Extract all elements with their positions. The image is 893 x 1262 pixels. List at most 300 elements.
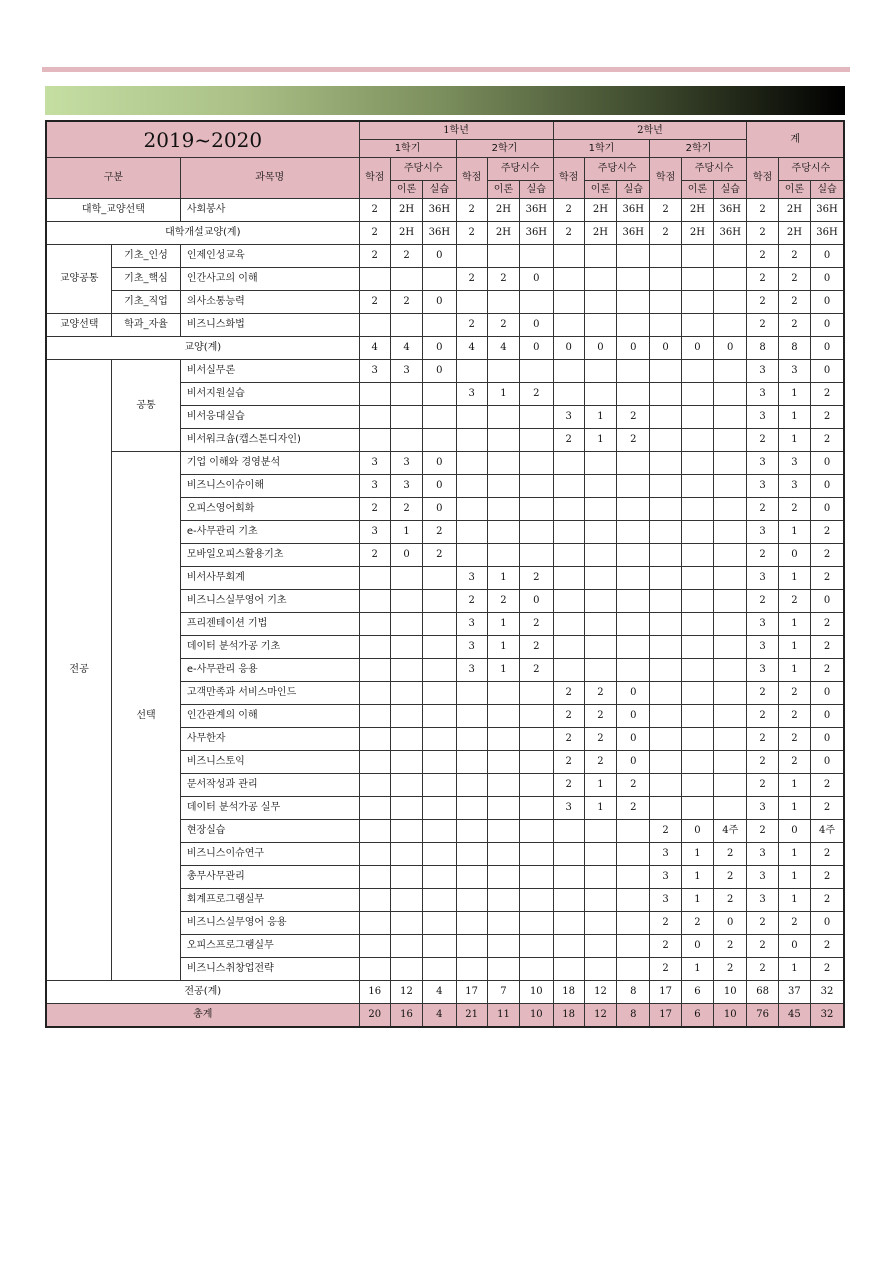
value-cell: 1 [584,429,616,452]
value-cell: 1 [778,567,810,590]
subject-name: 비서지원실습 [180,383,359,406]
value-cell: 1 [584,406,616,429]
value-cell [456,889,487,912]
value-cell [423,659,456,682]
value-cell [617,935,650,958]
value-cell: 2 [553,222,584,245]
value-cell [714,429,747,452]
value-cell: 3 [359,475,390,498]
value-cell: 17 [650,1004,681,1028]
value-cell: 3 [650,889,681,912]
value-cell: 0 [811,360,844,383]
value-cell: 2 [714,843,747,866]
value-cell [617,360,650,383]
value-cell [487,935,519,958]
value-cell [617,567,650,590]
value-cell [553,314,584,337]
value-cell: 0 [617,682,650,705]
value-cell: 0 [681,935,713,958]
table-row [46,452,844,475]
value-cell [487,498,519,521]
value-cell [617,659,650,682]
value-cell: 16 [390,1004,422,1028]
subject-name: 비서사무회계 [180,567,359,590]
value-cell [681,590,713,613]
value-cell [359,889,390,912]
value-cell: 36H [617,222,650,245]
value-cell: 1 [681,889,713,912]
value-cell [520,728,553,751]
value-cell: 1 [584,797,616,820]
value-cell [423,935,456,958]
value-cell [553,521,584,544]
value-cell [714,659,747,682]
value-cell [456,912,487,935]
value-cell [456,866,487,889]
value-cell [487,866,519,889]
value-cell [456,797,487,820]
value-cell: 2 [359,222,390,245]
table-row [46,360,844,383]
value-cell [520,820,553,843]
top-divider-line [42,67,850,72]
value-cell: 0 [811,291,844,314]
value-cell [487,774,519,797]
value-cell: 0 [617,751,650,774]
value-cell: 2 [747,820,778,843]
value-cell [584,521,616,544]
header-year1: 1학년 [359,121,553,140]
value-cell [423,843,456,866]
value-cell: 0 [520,590,553,613]
value-cell: 2 [778,728,810,751]
value-cell: 2 [359,291,390,314]
value-cell: 2 [811,636,844,659]
value-cell [423,268,456,291]
value-cell [681,567,713,590]
value-cell [487,889,519,912]
value-cell [390,406,422,429]
value-cell: 2 [747,199,778,222]
subject-name: 데이터 분석가공 실무 [180,797,359,820]
value-cell: 3 [747,613,778,636]
value-cell [584,475,616,498]
value-cell: 68 [747,981,778,1004]
value-cell: 2 [584,682,616,705]
value-cell [553,935,584,958]
value-cell: 1 [487,613,519,636]
value-cell [714,636,747,659]
value-cell: 2 [714,958,747,981]
value-cell [487,751,519,774]
value-cell: 2 [811,797,844,820]
value-cell: 2 [811,774,844,797]
value-cell: 2 [390,498,422,521]
subject-name: 고객만족과 서비스마인드 [180,682,359,705]
value-cell: 0 [520,337,553,360]
value-cell: 0 [617,705,650,728]
value-cell: 2 [359,199,390,222]
value-cell [553,360,584,383]
value-cell: 3 [390,452,422,475]
value-cell: 2 [714,889,747,912]
value-cell [714,774,747,797]
value-cell [553,544,584,567]
value-cell [423,429,456,452]
value-cell [584,245,616,268]
value-cell [650,636,681,659]
sub-group-basic-char: 기초_인성 [112,245,181,268]
value-cell: 2 [423,521,456,544]
value-cell [584,452,616,475]
value-cell [553,590,584,613]
value-cell [617,521,650,544]
value-cell [681,452,713,475]
value-cell: 45 [778,1004,810,1028]
value-cell [681,613,713,636]
value-cell [487,452,519,475]
value-cell [456,360,487,383]
value-cell: 2 [650,912,681,935]
gen-subtotal-label: 교양(계) [46,337,359,360]
value-cell [553,912,584,935]
value-cell [456,429,487,452]
value-cell: 2 [487,590,519,613]
table-row [46,222,844,245]
value-cell: 0 [423,452,456,475]
value-cell: 2 [747,774,778,797]
value-cell: 3 [747,797,778,820]
value-cell: 0 [811,337,844,360]
value-cell: 0 [681,337,713,360]
value-cell [390,659,422,682]
value-cell: 2 [747,498,778,521]
value-cell [681,245,713,268]
value-cell: 2 [553,728,584,751]
value-cell [456,452,487,475]
value-cell: 2 [584,728,616,751]
value-cell: 2 [520,636,553,659]
value-cell: 0 [811,912,844,935]
value-cell [456,958,487,981]
value-cell [423,797,456,820]
subject-name: e-사무관리 응용 [180,659,359,682]
value-cell [359,590,390,613]
header-y2-sem1: 1학기 [553,140,650,158]
value-cell [390,383,422,406]
value-cell: 2 [778,751,810,774]
value-cell [553,636,584,659]
value-cell [456,774,487,797]
value-cell [520,843,553,866]
subject-name: 오피스영어회화 [180,498,359,521]
value-cell: 0 [423,291,456,314]
value-cell: 3 [359,521,390,544]
value-cell [487,682,519,705]
value-cell: 2 [747,751,778,774]
value-cell [714,797,747,820]
value-cell: 4 [487,337,519,360]
value-cell: 2 [811,521,844,544]
value-cell: 2 [714,866,747,889]
subject-name: 오피스프로그램실무 [180,935,359,958]
table-row [46,245,844,268]
value-cell [650,590,681,613]
value-cell: 2 [584,705,616,728]
value-cell [650,544,681,567]
value-cell [553,866,584,889]
value-cell [520,245,553,268]
value-cell [423,958,456,981]
value-cell [584,958,616,981]
value-cell [520,498,553,521]
value-cell: 0 [714,337,747,360]
value-cell: 1 [487,567,519,590]
subject-name: 인제인성교육 [180,245,359,268]
header-weekly: 주당시수 [390,158,456,181]
header-practice: 실습 [811,181,844,199]
value-cell: 0 [681,820,713,843]
value-cell [487,843,519,866]
value-cell [650,728,681,751]
value-cell: 18 [553,981,584,1004]
value-cell: 0 [520,314,553,337]
value-cell [359,935,390,958]
value-cell [359,636,390,659]
subject-name: 사무한자 [180,728,359,751]
value-cell [681,383,713,406]
value-cell [456,498,487,521]
value-cell [650,682,681,705]
value-cell [553,475,584,498]
value-cell: 2 [456,268,487,291]
value-cell: 36H [520,222,553,245]
value-cell: 10 [714,981,747,1004]
value-cell: 2 [520,613,553,636]
sub-group-basic-core: 기초_핵심 [112,268,181,291]
value-cell: 2 [423,544,456,567]
value-cell [423,406,456,429]
value-cell: 2 [520,567,553,590]
value-cell: 1 [390,521,422,544]
value-cell [520,291,553,314]
value-cell: 0 [811,475,844,498]
value-cell [456,843,487,866]
value-cell [487,475,519,498]
value-cell: 18 [553,1004,584,1028]
value-cell: 1 [778,383,810,406]
value-cell: 11 [487,1004,519,1028]
value-cell: 32 [811,1004,844,1028]
subject-name: 비즈니스실무영어 기초 [180,590,359,613]
value-cell [617,636,650,659]
value-cell [359,774,390,797]
value-cell [650,429,681,452]
value-cell [617,958,650,981]
value-cell [390,636,422,659]
value-cell: 12 [584,981,616,1004]
value-cell [359,659,390,682]
header-credit: 학점 [747,158,778,199]
value-cell [681,360,713,383]
value-cell [617,912,650,935]
value-cell [487,291,519,314]
value-cell: 1 [778,406,810,429]
value-cell [714,521,747,544]
value-cell [584,590,616,613]
value-cell: 0 [390,544,422,567]
header-practice: 실습 [714,181,747,199]
value-cell: 1 [681,958,713,981]
value-cell [359,866,390,889]
value-cell: 0 [811,728,844,751]
value-cell [456,291,487,314]
value-cell: 4 [390,337,422,360]
value-cell [359,705,390,728]
value-cell: 0 [778,544,810,567]
value-cell: 3 [390,475,422,498]
header-theory: 이론 [487,181,519,199]
header-theory: 이론 [390,181,422,199]
value-cell [681,291,713,314]
value-cell: 1 [778,866,810,889]
value-cell [650,498,681,521]
value-cell [487,429,519,452]
value-cell [714,498,747,521]
value-cell [681,475,713,498]
value-cell [650,774,681,797]
value-cell: 12 [390,981,422,1004]
value-cell: 2 [747,268,778,291]
value-cell: 2 [811,889,844,912]
value-cell [714,383,747,406]
value-cell: 2 [390,245,422,268]
value-cell: 0 [584,337,616,360]
value-cell: 0 [423,475,456,498]
value-cell [584,935,616,958]
value-cell [650,705,681,728]
value-cell [584,314,616,337]
header-credit: 학점 [359,158,390,199]
value-cell [617,452,650,475]
value-cell [714,705,747,728]
value-cell [617,820,650,843]
value-cell: 0 [520,268,553,291]
value-cell [714,613,747,636]
value-cell [390,682,422,705]
value-cell: 2 [359,544,390,567]
value-cell [714,360,747,383]
value-cell [650,521,681,544]
value-cell [520,705,553,728]
subject-name: 비즈니스실무영어 응용 [180,912,359,935]
value-cell: 2 [778,498,810,521]
header-credit: 학점 [650,158,681,199]
value-cell [584,912,616,935]
value-cell [456,682,487,705]
value-cell: 1 [681,843,713,866]
value-cell [359,728,390,751]
value-cell [423,314,456,337]
value-cell: 2 [747,245,778,268]
value-cell: 2 [520,659,553,682]
subject-name: 비서실무론 [180,360,359,383]
value-cell: 1 [584,774,616,797]
gradient-header-bar [45,86,845,115]
value-cell: 3 [456,383,487,406]
value-cell [650,406,681,429]
value-cell [617,268,650,291]
value-cell: 2 [747,728,778,751]
value-cell [520,912,553,935]
value-cell [617,544,650,567]
value-cell [714,406,747,429]
value-cell: 0 [423,360,456,383]
value-cell [681,498,713,521]
value-cell: 1 [778,521,810,544]
value-cell: 3 [747,521,778,544]
value-cell: 3 [747,889,778,912]
value-cell [617,383,650,406]
univ-subtotal-label: 대학개설교양(계) [46,222,359,245]
header-practice: 실습 [520,181,553,199]
value-cell: 2 [747,429,778,452]
value-cell: 20 [359,1004,390,1028]
value-cell: 2 [811,935,844,958]
value-cell [359,682,390,705]
value-cell: 2 [650,958,681,981]
value-cell [681,521,713,544]
value-cell [520,751,553,774]
value-cell: 2 [778,590,810,613]
header-practice: 실습 [617,181,650,199]
major-subtotal-label: 전공(계) [46,981,359,1004]
value-cell: 0 [617,337,650,360]
value-cell: 6 [681,1004,713,1028]
value-cell: 3 [747,659,778,682]
value-cell [487,958,519,981]
value-cell [359,406,390,429]
header-weekly: 주당시수 [584,158,650,181]
value-cell [650,245,681,268]
value-cell [681,659,713,682]
value-cell: 0 [714,912,747,935]
subject-name: 비즈니스취창업전략 [180,958,359,981]
value-cell: 2H [584,199,616,222]
value-cell: 1 [778,958,810,981]
value-cell: 2H [390,222,422,245]
value-cell: 3 [747,406,778,429]
value-cell: 2 [747,314,778,337]
value-cell [714,682,747,705]
header-credit: 학점 [553,158,584,199]
value-cell [650,291,681,314]
value-cell: 3 [747,452,778,475]
value-cell: 1 [778,659,810,682]
value-cell [390,889,422,912]
value-cell [423,682,456,705]
value-cell [456,705,487,728]
subject-name: 현장실습 [180,820,359,843]
value-cell [520,958,553,981]
value-cell [553,291,584,314]
value-cell [584,291,616,314]
value-cell [359,383,390,406]
value-cell [520,452,553,475]
value-cell: 2 [520,383,553,406]
value-cell [520,360,553,383]
value-cell [584,268,616,291]
